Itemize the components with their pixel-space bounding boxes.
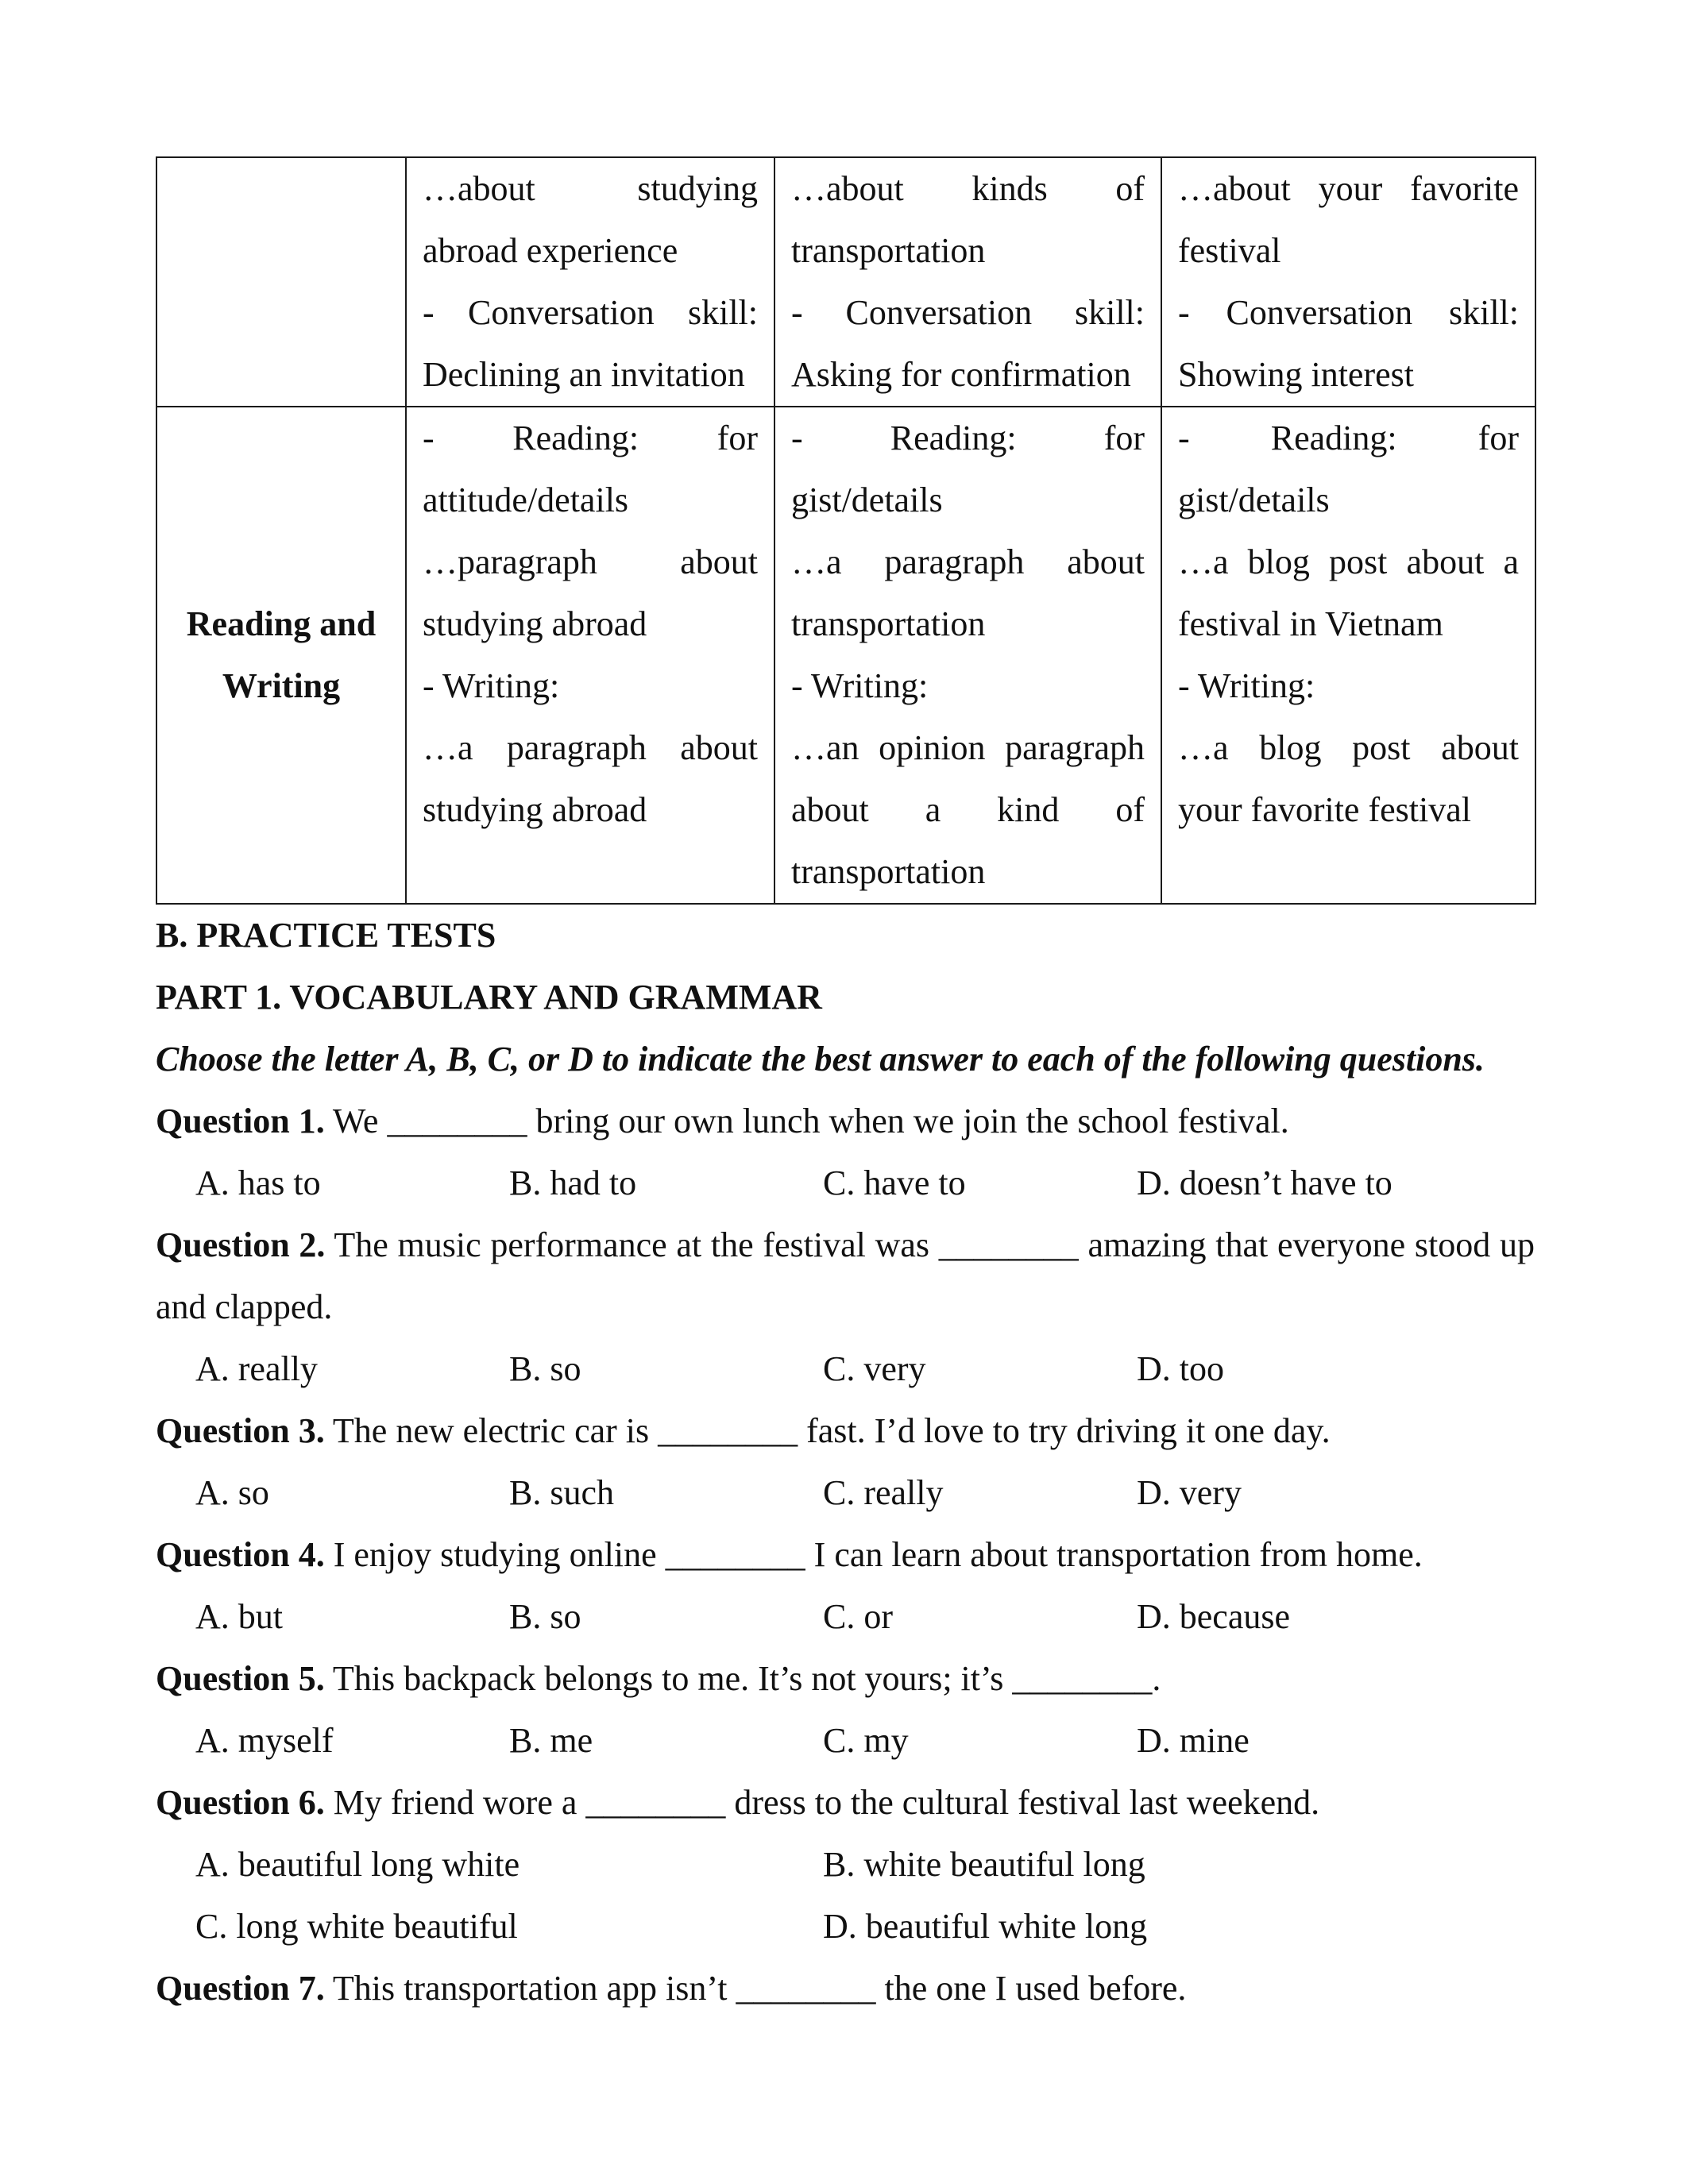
unit-cell <box>406 157 774 407</box>
answer-option[interactable]: D. doesn’t have to <box>1137 1163 1393 1202</box>
curriculum-table <box>156 156 1536 905</box>
cell-line: festival in Vietnam <box>1178 604 1443 643</box>
cell-line: transportation <box>791 231 986 270</box>
question-label: Question 5. <box>156 1659 325 1698</box>
question-label: Question 4. <box>156 1535 325 1574</box>
unit-cell <box>774 157 1161 407</box>
skill-label: Writing <box>222 666 341 705</box>
skill-cell <box>156 157 406 407</box>
question-text: This transportation app isn’t ________ the one I used before. <box>324 1969 1187 2008</box>
answer-option[interactable]: C. have to <box>823 1163 966 1202</box>
unit-cell <box>1161 407 1535 904</box>
question-label: Question 1. <box>156 1102 325 1140</box>
unit-cell <box>1161 157 1535 407</box>
cell-line: …paragraph about <box>423 542 758 581</box>
cell-line: …about kinds of <box>791 169 1145 208</box>
answer-option[interactable]: B. such <box>509 1473 614 1512</box>
question-text: This backpack belongs to me. It’s not yours; it’s ________. <box>324 1659 1161 1698</box>
cell-line: - Reading: for <box>791 419 1145 457</box>
question-text: The music performance at the festival was ________ amazing that everyone stood up and clapped. <box>156 1225 1535 1326</box>
cell-line: - Conversation skill: <box>1178 293 1519 332</box>
unit-cell <box>406 407 774 904</box>
question-stem <box>156 1400 1535 1462</box>
cell-line: …about your favorite <box>1178 169 1519 208</box>
cell-line: about a kind of <box>791 790 1145 829</box>
cell-line: - Writing: <box>1178 666 1315 705</box>
cell-line: gist/details <box>791 480 943 519</box>
answer-options <box>156 1896 1535 1958</box>
answer-option[interactable]: A. myself <box>195 1721 334 1760</box>
cell-line: Asking for confirmation <box>791 355 1131 394</box>
question-label: Question 3. <box>156 1411 325 1450</box>
table-row <box>156 407 1535 904</box>
question-label: Question 2. <box>156 1225 326 1264</box>
answer-options <box>156 1710 1535 1772</box>
cell-line: …an opinion paragraph <box>791 728 1145 767</box>
instruction-text: Choose the letter A, B, C, or D to indicate the best answer to each of the following questions. <box>156 1040 1485 1078</box>
answer-option[interactable]: C. my <box>823 1721 909 1760</box>
cell-line: studying abroad <box>423 790 647 829</box>
answer-options <box>156 1586 1535 1648</box>
answer-option[interactable]: B. so <box>509 1349 581 1388</box>
question-stem <box>156 1214 1535 1338</box>
answer-option[interactable]: D. mine <box>1137 1721 1250 1760</box>
part-heading: PART 1. VOCABULARY AND GRAMMAR <box>156 978 822 1017</box>
answer-option[interactable]: A. really <box>195 1349 318 1388</box>
answer-option[interactable]: B. white beautiful long <box>823 1845 1145 1884</box>
cell-line: - Writing: <box>791 666 929 705</box>
question-text: I enjoy studying online ________ I can learn about transportation from home. <box>324 1535 1423 1574</box>
answer-option[interactable]: D. too <box>1137 1349 1224 1388</box>
answer-option[interactable]: C. very <box>823 1349 926 1388</box>
section-heading: B. PRACTICE TESTS <box>156 916 496 955</box>
answer-option[interactable]: D. beautiful white long <box>823 1907 1148 1946</box>
unit-cell <box>774 407 1161 904</box>
answer-option[interactable]: A. has to <box>195 1163 321 1202</box>
cell-line: …a paragraph about <box>791 542 1145 581</box>
skill-label: Reading and <box>186 604 377 643</box>
table-row <box>156 157 1535 407</box>
cell-line: Declining an invitation <box>423 355 745 394</box>
question-label: Question 7. <box>156 1969 325 2008</box>
question-stem <box>156 1090 1535 1152</box>
cell-line: …a paragraph about <box>423 728 758 767</box>
cell-line: - Conversation skill: <box>791 293 1145 332</box>
answer-option[interactable]: C. long white beautiful <box>195 1907 518 1946</box>
cell-line: transportation <box>791 604 986 643</box>
cell-line: Showing interest <box>1178 355 1414 394</box>
cell-line: - Reading: for <box>423 419 758 457</box>
document-page <box>156 156 1535 2020</box>
practice-section <box>156 905 1535 2020</box>
question-text: The new electric car is ________ fast. I’d love to try driving it one day. <box>324 1411 1331 1450</box>
cell-line: attitude/details <box>423 480 629 519</box>
cell-line: …a blog post about <box>1178 728 1519 767</box>
question-stem <box>156 1524 1535 1586</box>
cell-line: gist/details <box>1178 480 1330 519</box>
cell-line: …a blog post about a <box>1178 542 1519 581</box>
answer-option[interactable]: A. so <box>195 1473 269 1512</box>
answer-options <box>156 1338 1535 1400</box>
answer-option[interactable]: D. very <box>1137 1473 1242 1512</box>
answer-option[interactable]: B. me <box>509 1721 593 1760</box>
cell-line: - Conversation skill: <box>423 293 758 332</box>
cell-line: abroad experience <box>423 231 678 270</box>
answer-options <box>156 1834 1535 1896</box>
answer-option[interactable]: C. or <box>823 1597 893 1636</box>
cell-line: …about studying <box>423 169 758 208</box>
cell-line: - Reading: for <box>1178 419 1519 457</box>
answer-options <box>156 1462 1535 1524</box>
question-text: My friend wore a ________ dress to the cultural festival last weekend. <box>324 1783 1320 1822</box>
answer-option[interactable]: A. beautiful long white <box>195 1845 520 1884</box>
question-text: We ________ bring our own lunch when we join the school festival. <box>324 1102 1289 1140</box>
answer-option[interactable]: D. because <box>1137 1597 1291 1636</box>
cell-line: transportation <box>791 852 986 891</box>
answer-options <box>156 1152 1535 1214</box>
question-label: Question 6. <box>156 1783 325 1822</box>
answer-option[interactable]: B. had to <box>509 1163 637 1202</box>
cell-line: studying abroad <box>423 604 647 643</box>
answer-option[interactable]: A. but <box>195 1597 283 1636</box>
cell-line: - Writing: <box>423 666 560 705</box>
question-stem <box>156 1648 1535 1710</box>
answer-option[interactable]: C. really <box>823 1473 944 1512</box>
answer-option[interactable]: B. so <box>509 1597 581 1636</box>
question-stem <box>156 1772 1535 1834</box>
cell-line: your favorite festival <box>1178 790 1471 829</box>
question-stem <box>156 1958 1535 2020</box>
skill-cell <box>156 407 406 904</box>
cell-line: festival <box>1178 231 1281 270</box>
